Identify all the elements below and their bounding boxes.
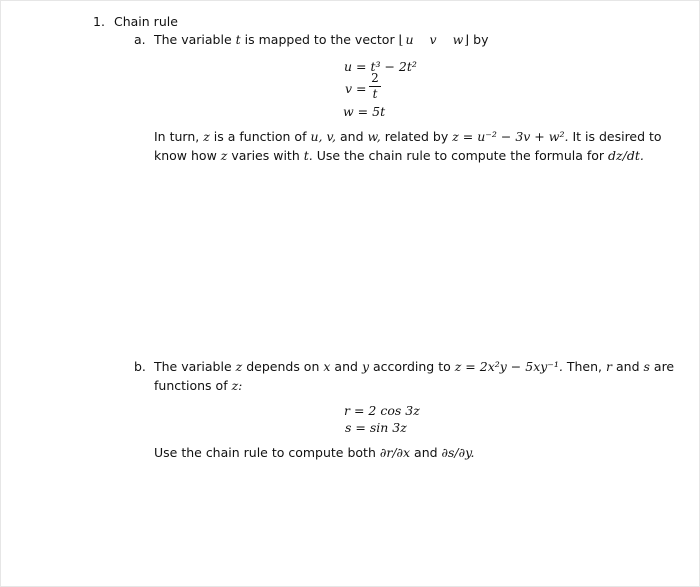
equation-u: u = t³ − 2t²: [344, 59, 417, 74]
equation-s: s = sin 3z: [345, 420, 407, 435]
intro-text-2: is mapped to the vector: [244, 32, 395, 47]
math-r: r: [606, 359, 612, 374]
problem-number: 1.: [93, 14, 105, 29]
math-x: x: [323, 359, 331, 374]
part-b-line-2: [154, 378, 242, 393]
vector-left-bracket: ⌊: [398, 32, 404, 47]
part-b-line-1: [154, 359, 674, 374]
text: depends on: [246, 359, 320, 374]
math-dr-dx: ∂r/∂x: [379, 445, 411, 460]
vector-w: w: [452, 32, 464, 47]
text: according to: [372, 359, 451, 374]
text: In turn,: [154, 129, 200, 144]
math-t: t.: [303, 148, 313, 163]
math-y: y: [361, 359, 369, 374]
intro-text: The variable: [154, 32, 232, 47]
text: Use the chain rule to compute both: [154, 445, 376, 460]
math-z: z:: [231, 378, 243, 393]
math-z-equation: z = u⁻² − 3v + w².: [452, 129, 569, 144]
text: is a function of: [213, 129, 307, 144]
text: and: [615, 359, 640, 374]
equation-r: r = 2 cos 3z: [344, 403, 420, 418]
equation-v-fraction: [369, 72, 381, 101]
vector-u: u: [405, 32, 414, 47]
fraction-numerator: 2: [371, 71, 379, 85]
intro-text-3: by: [473, 32, 489, 47]
math-z-equation: z = 2x²y − 5xy⁻¹.: [454, 359, 563, 374]
part-a-intro: [154, 32, 489, 47]
text: and: [334, 359, 358, 374]
part-b-line-3: [154, 445, 474, 460]
text: know how: [154, 148, 217, 163]
math-z: z: [235, 359, 243, 374]
part-a-label: a.: [134, 32, 146, 47]
vector-right-bracket: ⌋: [464, 32, 470, 47]
math-ds-dy: ∂s/∂y.: [441, 445, 475, 460]
part-a-paragraph-line-2: [154, 148, 644, 163]
text: Use the chain rule to compute the formula for: [316, 148, 605, 163]
math-w: w,: [367, 129, 381, 144]
text: Then,: [566, 359, 603, 374]
problem-title: Chain rule: [114, 14, 178, 29]
text: functions of: [154, 378, 228, 393]
text: and: [414, 445, 438, 460]
text: related by: [384, 129, 449, 144]
equation-w: w = 5t: [343, 104, 386, 119]
math-uv: u, v,: [310, 129, 337, 144]
math-dz-dt: dz/dt.: [608, 148, 644, 163]
math-z: z: [203, 129, 210, 144]
part-b-label: b.: [134, 359, 146, 374]
text: are: [653, 359, 675, 374]
text: and: [340, 129, 364, 144]
fraction-denominator: t: [372, 87, 378, 101]
text: The variable: [154, 359, 232, 374]
math-s: s: [643, 359, 650, 374]
intro-var-t: t: [235, 32, 241, 47]
equation-v-lhs: v =: [345, 81, 367, 96]
vector-uvw: [399, 32, 470, 47]
part-a-paragraph-line-1: [154, 129, 662, 144]
vector-v: v: [429, 32, 437, 47]
text: varies with: [231, 148, 300, 163]
text: It is desired to: [572, 129, 662, 144]
math-z: z: [220, 148, 228, 163]
